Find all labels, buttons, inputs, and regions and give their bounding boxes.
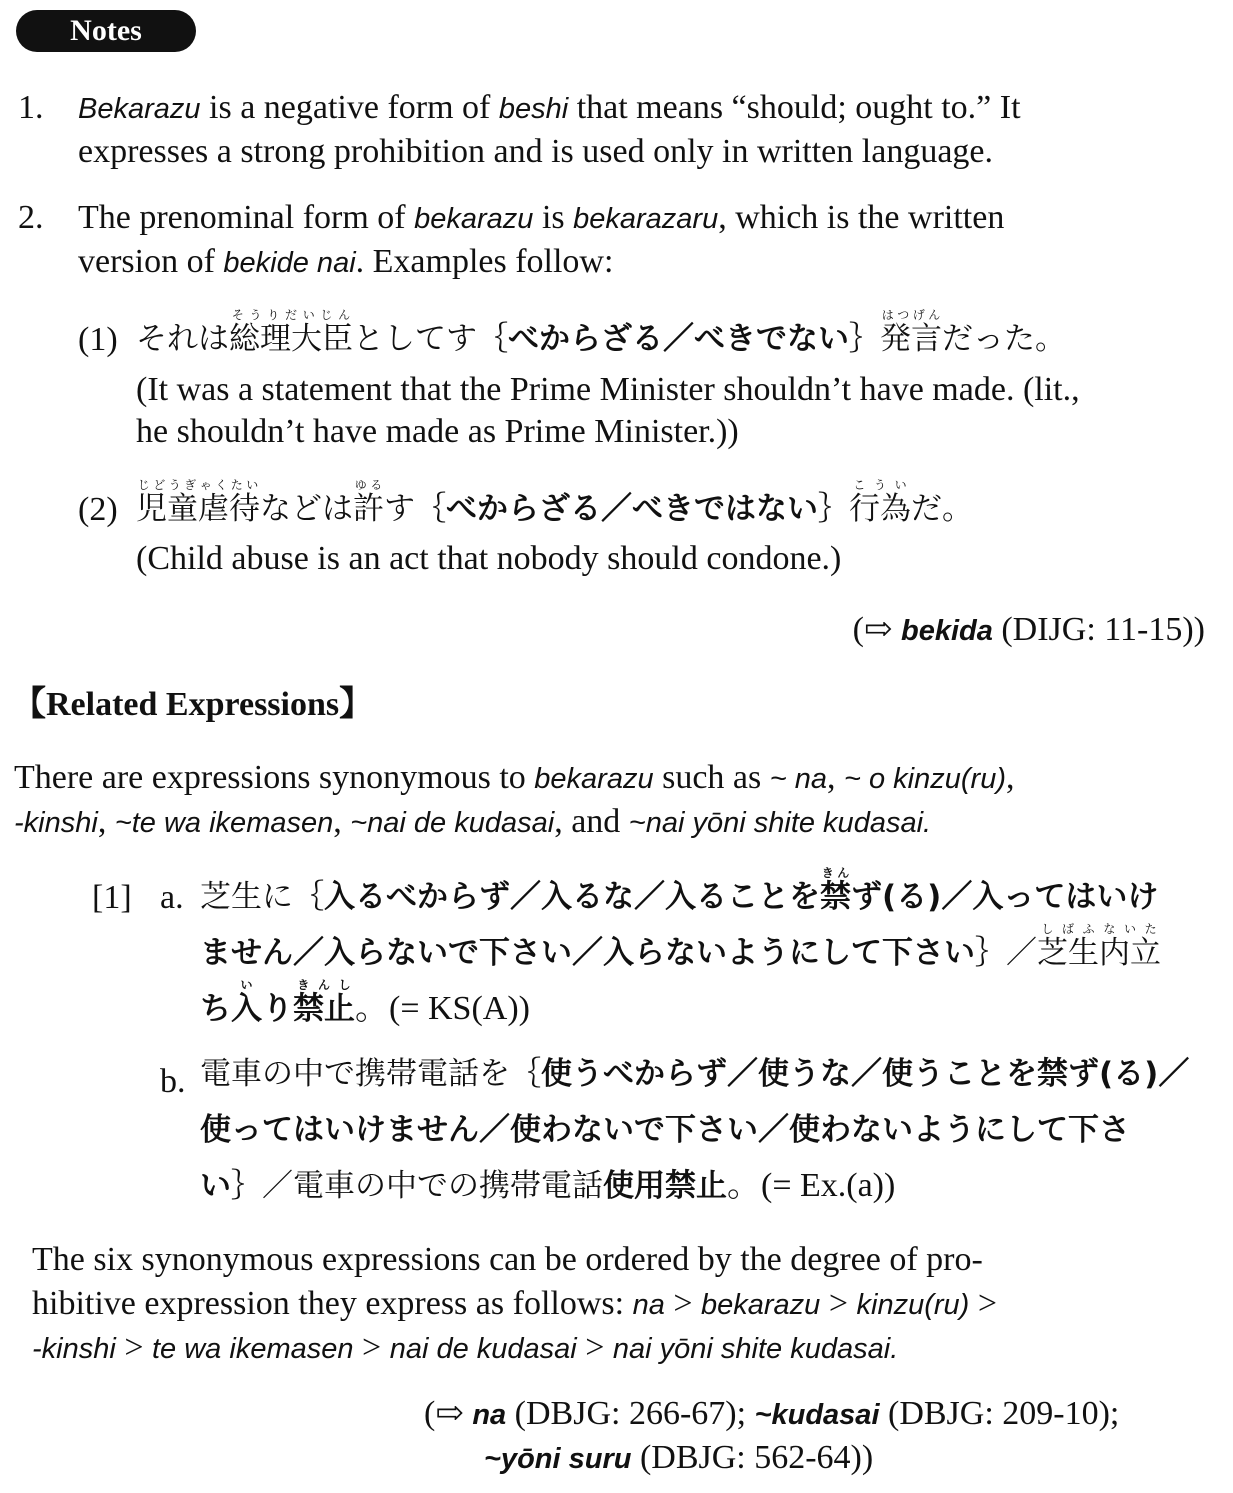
related-example-b-line-3: い｝／電車の中での携帯電話使用禁止。(= Ex.(a)) <box>200 1167 896 1204</box>
note-1-number: 1. <box>18 89 44 126</box>
example-2-japanese <box>136 478 973 531</box>
related-example-b-line-2: 使ってはいけません／使わないで下さい／使わないようにして下さ <box>200 1112 1130 1148</box>
jp-text: だ。 <box>911 491 973 527</box>
related-paragraph-line-2: -kinshi, ~te wa ikemasen, ~nai de kudasai, and ~nai yōni shite kudasai. <box>14 803 932 840</box>
note-2-number: 2. <box>18 199 44 236</box>
jp-text: ｝ <box>849 321 880 357</box>
ref-term-yoni-suru[interactable]: ~yōni suru <box>484 1443 632 1475</box>
jp-bold-text: べからざる／べきでない <box>508 321 849 357</box>
ref-term-bekida[interactable]: bekida <box>900 615 993 647</box>
jp-text: す｛ <box>384 491 446 527</box>
term-bekarazu: bekarazu <box>414 203 534 235</box>
six-expressions-line-1: The six synonymous expressions can be ordered by the degree of pro- <box>32 1241 983 1278</box>
term-beshi: beshi <box>498 93 569 125</box>
term-bekide-nai: bekide nai <box>223 247 356 279</box>
ref-source: (DIJG: 11-15)) <box>992 611 1205 648</box>
related-example-a-label: a. <box>160 879 184 916</box>
ref-term-na[interactable]: na <box>472 1399 507 1431</box>
related-example-a-line-3: ち入いり禁止きんし。(= KS(A)) <box>200 978 530 1027</box>
ruby-word: 許ゆる <box>353 478 384 527</box>
note-2-text-b: is <box>533 199 574 236</box>
example-2-translation: (Child abuse is an act that nobody should condone.) <box>136 540 842 577</box>
jp-bold-text: べからざる／べきではない <box>446 491 818 527</box>
note-2-text-c: , which is the written <box>718 199 1005 236</box>
example-1-japanese <box>136 308 1066 361</box>
ruby-word: 総理大臣そうりだいじん <box>229 308 353 357</box>
related-example-b-label: b. <box>160 1063 186 1100</box>
note-2-line-2 <box>78 240 613 285</box>
cross-reference-2-line-1: (⇨ na (DBJG: 266-67); ~kudasai (DBJG: 209-10); <box>424 1395 1120 1432</box>
jp-text: それは <box>136 321 229 357</box>
note-1-line-2: expresses a strong prohibition and is used only in written language. <box>78 133 993 170</box>
jp-text: などは <box>260 491 353 527</box>
note-2-text-d: version of <box>78 243 224 280</box>
related-example-b-line-1: 電車の中で携帯電話を｛使うべからず／使うな／使うことを禁ず(る)／ <box>200 1056 1190 1092</box>
six-expressions-line-3: -kinshi > te wa ikemasen > nai de kudasai > nai yōni shite kudasai. <box>32 1329 899 1366</box>
term-bekarazaru: bekarazaru <box>573 203 719 235</box>
related-example-a-line-1: 芝生に｛入るべからず／入るな／入ることを禁きんず(る)／入ってはいけ <box>200 866 1159 915</box>
jp-text: だった。 <box>942 321 1066 357</box>
related-expressions-heading: 【Related Expressions】 <box>12 686 374 723</box>
example-1-number: (1) <box>78 321 118 358</box>
notes-badge: Notes <box>16 10 196 52</box>
arrow-right-icon: ⇨ <box>435 1395 464 1432</box>
ref-paren: ( <box>852 611 864 648</box>
note-2-text-a: The prenominal form of <box>78 199 415 236</box>
note-1-text-a: is a negative form of <box>200 89 499 126</box>
note-1-text-b: that means “should; ought to.” It <box>568 89 1021 126</box>
ruby-word: 発言はつげん <box>880 308 942 357</box>
six-expressions-line-2: hibitive expression they express as follows: na > bekarazu > kinzu(ru) > <box>32 1285 998 1322</box>
example-1-translation-2: he shouldn’t have made as Prime Minister.)) <box>136 413 739 450</box>
jp-text: ｝ <box>818 491 849 527</box>
related-example-a-line-2: ません／入らないで下さい／入らないようにして下さい｝／芝生内立しばふないた <box>200 922 1161 971</box>
note-2-line-1 <box>78 196 1208 241</box>
related-paragraph-line-1: There are expressions synonymous to bekarazu such as ~ na, ~ o kinzu(ru), <box>14 759 1015 796</box>
arrow-right-icon: ⇨ <box>863 611 893 648</box>
related-example-number: [1] <box>92 879 132 916</box>
ref-term-kudasai[interactable]: ~kudasai <box>754 1399 880 1431</box>
note-2-text-e: . Examples follow: <box>355 243 614 280</box>
example-1-translation-1: (It was a statement that the Prime Minister shouldn’t have made. (lit., <box>136 371 1080 408</box>
example-2-number: (2) <box>78 491 118 528</box>
note-1-line-1 <box>78 86 1208 131</box>
ruby-word: 児童虐待じどうぎゃくたい <box>136 478 260 527</box>
jp-text: としてす｛ <box>353 321 508 357</box>
cross-reference-1 <box>853 608 1205 653</box>
cross-reference-2-line-2: ~yōni suru (DBJG: 562-64)) <box>484 1439 874 1476</box>
ruby-word: 行為こうい <box>849 478 911 527</box>
term-bekarazu: Bekarazu <box>78 93 201 125</box>
